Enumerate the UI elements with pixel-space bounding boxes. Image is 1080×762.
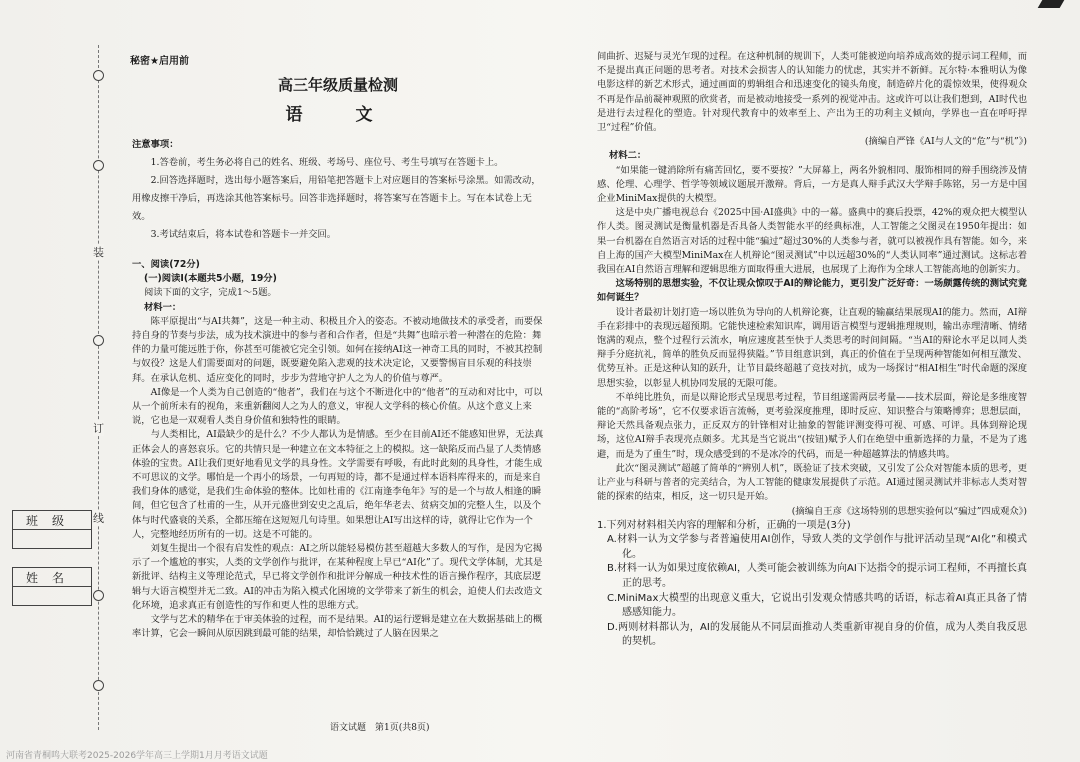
reading-section (132, 258, 548, 641)
notice-item: 1.答卷前，考生务必将自己的姓名、班级、考场号、座位号、考生号填写在答题卡上。 (150, 157, 504, 168)
material1-label: 材料一： (144, 301, 182, 313)
material1-paragraph: AI像是一个人类为自己创造的“他者”，我们在与这个不断进化中的“他者”的互动和对比中，可以从一个前所未有的视角，来重新翻阅人之为人的意义，审视人文学科的核心价值。从这个意义上来说，它也是一双观看人类自身价值和独特性的眼睛。 (132, 386, 543, 427)
corner-mark (1038, 0, 1065, 8)
class-blank[interactable] (13, 530, 91, 548)
class-label: 班级 (13, 511, 91, 530)
material2-source: (摘编自王彦《这场特别的思想实验何以“骗过”四成观众》) (791, 505, 1027, 517)
material1-continuation: 间曲折、迟疑与灵光乍现的过程。在这种机制的规训下，人类可能被逆向培养成高效的提示词工程师，而不是提出真正问题的思考者。对技术会损害人的认知能力的忧虑，其实并不新鲜。瓦尔特·本雅明认为像电影这样的新艺术形式，通过画面的剪辑组合和迅速变化的镜头角度，制造碎片化的震惊效果，使得观众不再是作品前凝神观照的欣赏者，而是被动地接受一系列的视觉冲击。这或许可以让我们想到，AI时代也是进行去过程化的塑造。针对现代教育中的效率至上、产出为王的功利主义倾向，学界也一直在呼吁捍卫“过程”价值。 (597, 51, 1027, 134)
notice-item: 3.考试结束后，将本试卷和答题卡一并交回。 (150, 229, 337, 240)
binding-hole (93, 590, 104, 601)
option-b[interactable]: B.材料一认为如果过度依赖AI，人类可能会被训练为向AI下达指令的提示词工程师，不再擅长真正的思考。 (607, 563, 1027, 590)
exam-title: 高三年级质量检测 (277, 76, 398, 94)
material2-paragraph: 这是中央广播电视总台《2025中国·AI盛典》中的一幕。盛典中的赛后投票，42%的观众把大模型认作人类。图灵测试是衡量机器是否具备人类智能水平的经典标准，人工智能之父图灵在1950年提出：如果一台机器在自然语言对话的过程中能“骗过”超过30%的人类参与者，就可以被视作具有智能。如今，来自上海的国产大模型MiniMax在人机辩论“图灵测试”中以远超30%的“人类认同率”通过测试。这标志着我国在AI自然语言理解和逻辑思维方面取得重大进展，也展现了上海作为全球人工智能高地的创新实力。 (597, 207, 1027, 276)
material1-paragraph: 与人类相比，AI最缺少的是什么？不少人都认为是情感。至少在目前AI还不能感知世界，无法真正体会人的喜怒哀乐。它的共情只是一种建立在文本特征之上的模拟。这一缺陷反而凸显了人类情感体验的宝贵。AI让我们更好地看见文学的具身性。文学需要有呼吸，有此时此刻的具身性，才能生成不可思议的文学。哪怕是一个再小的场景，一句再短的诗，都不是通过样本语料库得来的，而是来自我们身体的感觉，是我们生命体验的整体。比如杜甫的《江南逢李龟年》写的是一个与故人相逢的瞬间，但它包含了杜甫的一生，从开元盛世到安史之乱后，绝年华老去、贫病交加的完整人生，以及个体与时代盛衰的关系，全都压缩在这短短几句诗里。如果想让AI写出这样的诗，就得让它作为一个人，完整地经历所有的一切。这是不可能的。 (132, 429, 544, 540)
question-1: 1.下列对材料相关内容的理解和分析，正确的一项是(3分) (597, 519, 851, 531)
material2-paragraph: “如果能一键消除所有痛苦回忆，要不要按？”大屏幕上，两名外貌相同、服饰相同的辩手围绕涉及情感、伦理、心理学、哲学等领域议题展开激辩。背后，一方是真人辩手武汉大学辩手陈铭，另一方是中国企业MiniMax提供的大模型。 (597, 164, 1027, 205)
material1-paragraph: 陈平原提出“与AI共舞”，这是一种主动、积极且介入的姿态。不被动地做技术的承受者，而要保持自身的节奏与步法，成为技术演进中的参与者和合作者，但是“共舞”也暗示着一种潜在的危险：舞伴的力量可能远胜于你，你甚至可能被它完全引领。如何在接纳AI这一神奇工具的同时，不被其控制与奴役？这是人们需要面对的问题，既要避免陷入悲观的技术决定论，又要警惕盲目乐观的科技崇拜。在承认危机、适应变化的同时，步步为营地守护人之为人的价值与尊严。 (132, 315, 543, 384)
section-heading: 一、阅读(72分) (132, 259, 200, 270)
watermark-text: 河南省青桐鸣大联考2025-2026学年高三上学期1月月考语文试题 (6, 751, 268, 761)
class-field[interactable] (12, 510, 92, 549)
binding-word-xian: 线 (93, 512, 104, 525)
binding-hole (93, 70, 104, 81)
subsection-heading: (一)阅读Ⅰ(本题共5小题，19分) (144, 273, 277, 285)
notice-heading: 注意事项： (132, 139, 179, 150)
option-c[interactable]: C.MiniMax大模型的出现意义重大，它说出引发观众情感共鸣的话语，标志着AI真正具备了情感感知能力。 (607, 592, 1027, 619)
subject-title: 语 文 (285, 105, 391, 125)
material2-paragraph: 不单纯比胜负，而是以辩论形式呈现思考过程，节目组遂需两层考量——技术层面，辩论是多维度智能的“高阶考场”，它不仅要求语言流畅，更考验深度推理，即时反应、知识整合与策略博弈；思想层面，辩论天然具备观点张力，正反双方的针锋相对让抽象的智能评测变得可视、可感、可评。具体到辩论现场，这位AI辩手表现亮点颇多。尤其是当它说出“(按钮)赋予人们在绝望中重新选择的力量，不是为了逃避，而是为了重生”时，现众感受到的不是冰冷的代码，而是一种超越算法的情感共鸣。 (597, 391, 1027, 460)
material2-paragraph: 此次“图灵测试”超越了简单的“辨别人机”，既验证了技术突破，又引发了公众对智能本质的思考，更让产业与科研与普者的完美结合，为人工智能的健康发展提供了示范。AI通过图灵测试并非标志人类对智能的探索的结束，相反，这一切只是开始。 (597, 462, 1027, 503)
name-label: 姓名 (13, 568, 91, 587)
notice-item: 2.回答选择题时，选出每小题答案后，用铅笔把答题卡上对应题目的答案标号涂黑。如需改动，用橡皮擦干净后，再选涂其他答案标号。回答非选择题时，将答案写在答题卡上。写在本试卷上无效。 (132, 175, 541, 222)
material2-paragraph: 设计者最初计划打造一场以胜负为导向的人机辩论赛，让直观的输赢结果展现AI的能力。然而，AI辩手在彩排中的表现远超预期。它能快速检索知识库，调用语言模型与逻辑推理规则，输出赤理清晰、情绪饱满的观点，整个过程行云流水，响应速度甚至快于人类思考的时间间隔。“当AI的辩论水平足以同人类辩手分庭抗礼，简单的胜负反而显得狭隘。”节目组意识到，真正的价值在于呈现两种智能如何相互激发、优势互补。正是这种认知的跃升，让节目最终超越了竞技对抗，成为一场探讨“相AI相生”时代命题的深度思想实验，以彰显人机协同发展的无限可能。 (597, 306, 1027, 389)
notice-section (132, 136, 548, 244)
page-footer: 语文试题 第1页(共8页) (330, 723, 430, 733)
material1-paragraph: 文学与艺术的精华在于审美体验的过程，而不是结果。AI的运行逻辑是建立在大数据基础上的概率计算，它会一瞬间从原因跳到最可能的结果，却恰恰跳过了人脑在因果之 (132, 614, 543, 640)
option-a[interactable]: A.材料一认为文学参与者普遍使用AI创作，导致人类的文学创作与批评活动呈现“AI化”和模式化。 (607, 534, 1027, 560)
right-column (597, 50, 1027, 650)
reading-instruction: 阅读下面的文字，完成1～5题。 (144, 287, 277, 299)
binding-word-zhuang: 装 (93, 246, 104, 259)
binding-word-ding: 订 (93, 422, 104, 435)
confidential-mark: 秘密★启用前 (130, 56, 189, 67)
option-d[interactable]: D.两则材料都认为，AI的发展能从不同层面推动人类重新审视自身的价值，成为人类自我反思的契机。 (607, 621, 1027, 648)
material1-source: (摘编自严锋《AI与人文的“危”与“机”》) (864, 136, 1027, 148)
binding-dashed-line (98, 45, 99, 730)
material2-paragraph: 这场特别的思想实验，不仅让现众惊叹于AI的辩论能力，更引发广泛好奇：一场颇露传统的测试究竟如何诞生？ (597, 278, 1027, 304)
material1-paragraph: 刘复生提出一个很有启发性的观点：AI之所以能轻易模仿甚至超越大多数人的写作，是因为它揭示了一个尴尬的事实，人类的文学创作与批评，在某种程度上早已“AI化”了。现代文学体制，尤其是新批评、结构主义等理论范式，早已将文学创作和批评分解成一种技术性的语言操作程序，其底层逻辑与大语言模型并无二致。AI的冲击为陷入模式化困境的文学带来了新生的机会，迫使人们去改造文化环境，追求真正有创造性的写作和更人性的思维方式。 (132, 543, 543, 611)
binding-hole (93, 160, 104, 171)
name-field[interactable] (12, 567, 92, 606)
name-blank[interactable] (13, 587, 91, 605)
material2-label: 材料二： (609, 150, 647, 162)
binding-hole (93, 335, 104, 346)
binding-hole (93, 680, 104, 691)
